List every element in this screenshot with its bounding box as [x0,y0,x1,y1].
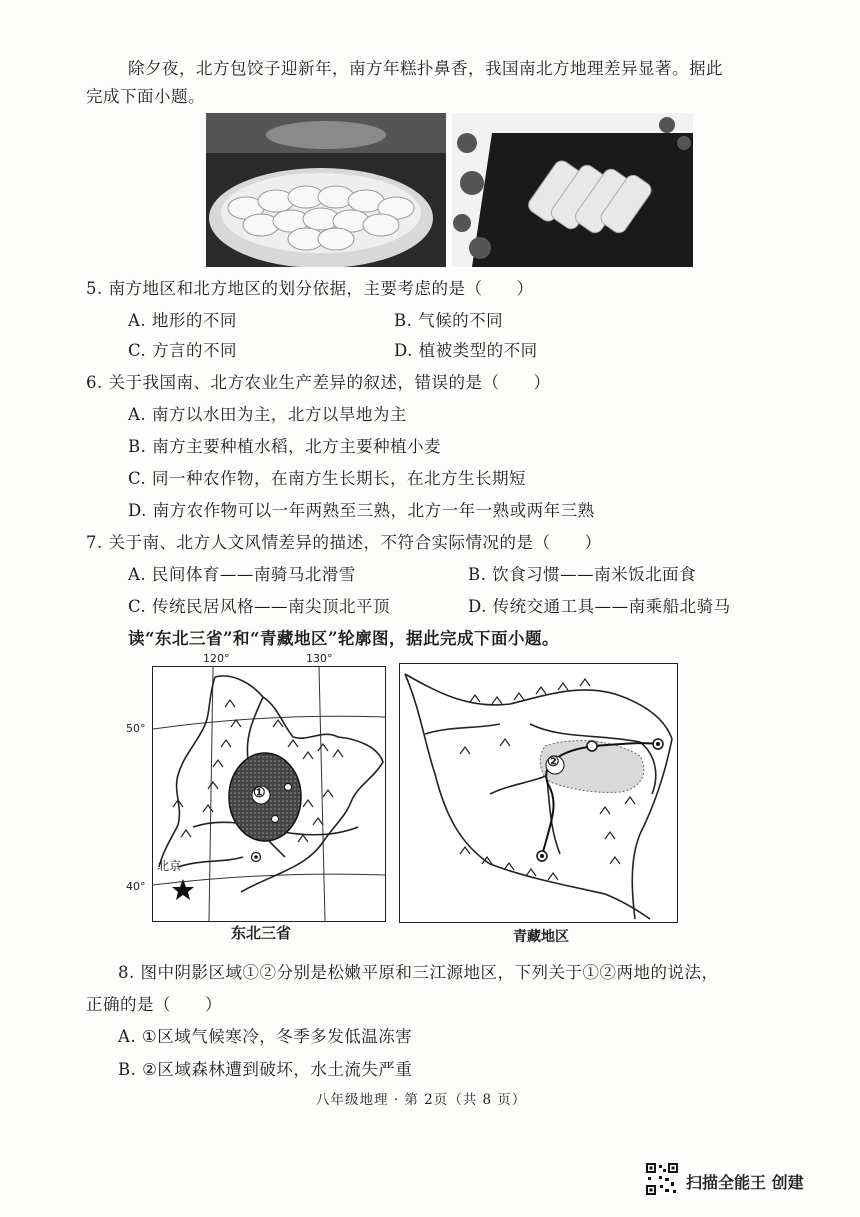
qinghai-tibet-map [399,663,678,923]
lat-40-label: 40° [126,880,146,893]
q8-stem-line2: 正确的是（ ） [86,995,222,1014]
q7-stem: 7. 关于南、北方人文风情差异的描述，不符合实际情况的是（ ） [86,533,602,552]
q6-option-c[interactable]: C. 同一种农作物，在南方生长期长，在北方生长期短 [128,469,527,488]
intro-line-1: 除夕夜，北方包饺子迎新年，南方年糕扑鼻香，我国南北方地理差异显著。据此 [128,59,723,78]
qinghai-tibet-caption: 青藏地区 [513,929,569,945]
q5-option-b[interactable]: B. 气候的不同 [394,311,504,330]
q5-stem: 5. 南方地区和北方地区的划分依据，主要考虑的是（ ） [86,279,534,298]
q5-option-a[interactable]: A. 地形的不同 [128,311,237,330]
q7-option-b[interactable]: B. 饮食习惯——南米饭北面食 [468,565,697,584]
q6-option-a[interactable]: A. 南方以水田为主，北方以旱地为主 [128,405,407,424]
page-footer: 八年级地理 · 第 2页（共 8 页） [316,1092,527,1108]
q7-option-d[interactable]: D. 传统交通工具——南乘船北骑马 [468,597,731,616]
scanner-watermark: 扫描全能王 创建 [686,1173,804,1192]
q7-option-c[interactable]: C. 传统民居风格——南尖顶北平顶 [128,597,391,616]
beijing-label: 北京 [157,859,182,873]
maps-intro: 读“东北三省”和“青藏地区”轮廓图，据此完成下面小题。 [128,629,559,648]
lon-120-label: 120° [203,652,230,665]
intro-line-2: 完成下面小题。 [86,87,205,106]
q8-option-b[interactable]: B. ②区域森林遭到破坏，水土流失严重 [118,1060,413,1079]
q6-option-d[interactable]: D. 南方农作物可以一年两熟至三熟，北方一年一熟或两年三熟 [128,501,595,520]
marker-1: ① [253,785,266,801]
nian-gao-photo [452,113,693,267]
lon-130-label: 130° [306,652,333,665]
q5-option-d[interactable]: D. 植被类型的不同 [394,341,538,360]
dumplings-photo [206,113,446,267]
q6-stem: 6. 关于我国南、北方农业生产差异的叙述，错误的是（ ） [86,373,551,392]
marker-2: ② [547,754,560,770]
qr-code-icon [646,1163,678,1195]
q8-stem-line1: 8. 图中阴影区域①②分别是松嫩平原和三江源地区，下列关于①②两地的说法， [118,963,719,982]
northeast-map [152,666,386,922]
q5-option-c[interactable]: C. 方言的不同 [128,341,238,360]
q7-option-a[interactable]: A. 民间体育——南骑马北滑雪 [128,565,356,584]
q6-option-b[interactable]: B. 南方主要种植水稻，北方主要种植小麦 [128,437,442,456]
q8-option-a[interactable]: A. ①区域气候寒冷，冬季多发低温冻害 [118,1027,413,1046]
lat-50-label: 50° [126,722,146,735]
northeast-caption: 东北三省 [231,924,292,942]
